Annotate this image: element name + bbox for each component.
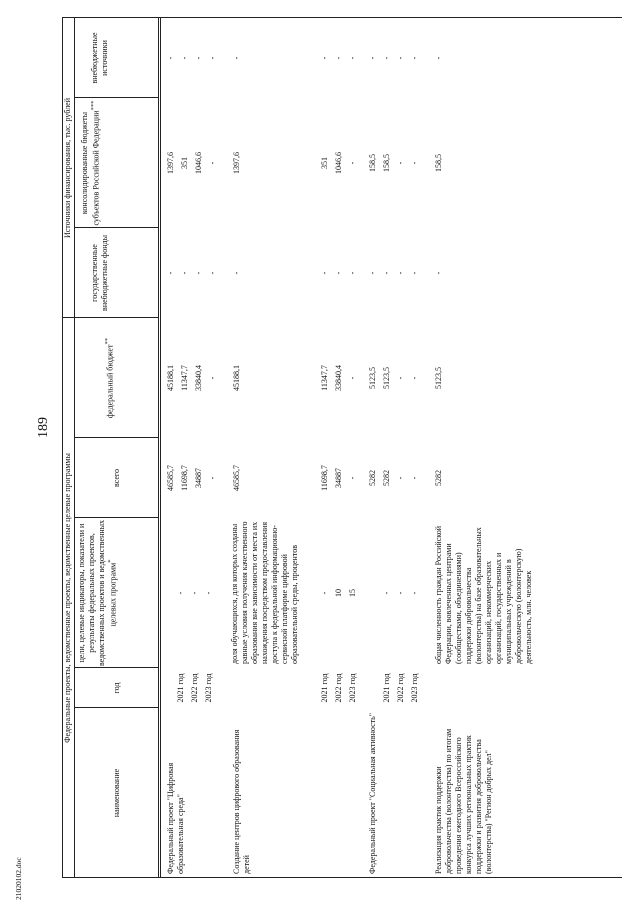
row-year: 2023 год [410, 673, 419, 703]
row-total: 34887 [194, 468, 203, 488]
header-col-federal: федеральный бюджет** [104, 337, 115, 419]
table-border-left [62, 877, 622, 878]
row-name: Реализация практик поддержки добровольчества (волонтерства) по итогам проведения ежегодного Всероссийского конкурса лучших региональных практик поддержки и развития добровольчества (волонтерства) "Регион добрых дел" [434, 728, 493, 874]
header-group-line [74, 18, 75, 878]
header-col-extra: внебюджетные источники [90, 32, 109, 84]
row-state: - [434, 271, 443, 275]
row-federal: 33840,4 [334, 365, 343, 391]
row-goal: 15 [348, 589, 357, 597]
row-total: 46585,7 [232, 465, 241, 491]
row-year: 2021 год [382, 673, 391, 703]
col-line-extra [74, 97, 158, 98]
row-state: - [348, 271, 357, 275]
col-line-regional [74, 227, 158, 228]
header-col-state: государственные внебюджетные фонды [90, 235, 109, 311]
header-col-name: наименование [112, 768, 121, 818]
row-regional: 351 [180, 157, 189, 169]
row-goal: 10 [334, 589, 343, 597]
row-regional: 1397,6 [232, 152, 241, 174]
row-state: - [334, 271, 343, 275]
row-total: 11698,7 [320, 465, 329, 491]
page-number: 189 [36, 417, 51, 438]
row-total: 5282 [382, 470, 391, 486]
row-extra: - [194, 56, 203, 60]
row-state: - [368, 271, 377, 275]
row-year: 2023 год [204, 673, 213, 703]
row-year: 2021 год [320, 673, 329, 703]
row-federal: 5123,5 [368, 367, 377, 389]
row-extra: - [396, 56, 405, 60]
row-name: Федеральный проект "Социальная активность" [368, 712, 377, 874]
row-extra: - [334, 56, 343, 60]
row-federal: 11347,7 [320, 365, 329, 391]
row-federal: 11347,7 [180, 365, 189, 391]
row-state: - [166, 271, 175, 275]
row-federal: 5123,5 [382, 367, 391, 389]
row-extra: - [434, 56, 443, 60]
row-name: Создание центров цифрового образования детей [232, 729, 251, 874]
row-federal: 5123,5 [434, 367, 443, 389]
budget-table [62, 18, 622, 878]
row-total: - [410, 476, 419, 480]
row-total: 5282 [434, 470, 443, 486]
row-federal: - [396, 376, 405, 380]
row-regional: - [348, 161, 357, 165]
row-extra: - [320, 56, 329, 60]
row-state: - [194, 271, 203, 275]
row-total: 34887 [334, 468, 343, 488]
row-regional: - [396, 161, 405, 165]
row-regional: 351 [320, 157, 329, 169]
row-total: 11698,7 [180, 465, 189, 491]
row-regional: - [410, 161, 419, 165]
row-state: - [410, 271, 419, 275]
row-goal: - [176, 591, 185, 595]
row-goal: - [204, 591, 213, 595]
row-year: 2022 год [334, 673, 343, 703]
row-year: 2022 год [190, 673, 199, 703]
row-total: - [348, 476, 357, 480]
row-regional: 1046,6 [194, 152, 203, 174]
row-state: - [396, 271, 405, 275]
row-extra: - [208, 56, 217, 60]
row-goal: - [382, 591, 391, 595]
row-regional: 158,5 [434, 154, 443, 172]
footer-filename: 21020102.doc [14, 857, 23, 900]
row-goal: - [396, 591, 405, 595]
row-state: - [320, 271, 329, 275]
row-federal: 33840,4 [194, 365, 203, 391]
row-extra: - [382, 56, 391, 60]
row-federal: 45188,1 [166, 365, 175, 391]
header-col-year: год [112, 682, 121, 694]
row-regional: - [208, 161, 217, 165]
row-regional: 158,5 [382, 154, 391, 172]
row-total: - [396, 476, 405, 480]
header-group-sources: Источники финансирования, тыс. рублей [63, 97, 72, 239]
row-extra: - [180, 56, 189, 60]
row-extra: - [232, 56, 241, 60]
header-col-goals: цели, целевые индикаторы, показатели и результаты федеральных проектов, ведомственных проектов и ведомственных целевых программ* [77, 519, 118, 666]
row-state: - [382, 271, 391, 275]
row-federal: 45188,1 [232, 365, 241, 391]
row-goal: - [320, 591, 329, 595]
header-col-total: всего [112, 469, 121, 488]
header-group-projects: Федеральные проекты, ведомственные проекты, ведомственные целевые программы [63, 453, 72, 743]
row-extra: - [348, 56, 357, 60]
row-year: 2021 год [176, 673, 185, 703]
row-goal: общая численность граждан Российской Федерации, вовлеченных центрами (сообществами, объединениями) поддержки добровольчества (волонтерства) на базе образовательных организаций, некоммерческих организаций, государственных и муниципальных учреждений в добровольческую (волонтерскую) деятельность, млн. человек [434, 525, 533, 664]
row-name: Федеральный проект "Цифровая образовательная среда" [166, 762, 185, 874]
header-col-regional: консолидированные бюджеты субъектов Российской Федерации*** [80, 100, 101, 226]
row-regional: 1046,6 [334, 152, 343, 174]
row-state: - [232, 271, 241, 275]
row-year: 2022 год [396, 673, 405, 703]
row-federal: - [208, 376, 217, 380]
row-regional: 158,5 [368, 154, 377, 172]
row-total: 46585,7 [166, 465, 175, 491]
header-bottom-line-double [160, 18, 161, 878]
row-goal: - [190, 591, 199, 595]
row-total: - [208, 476, 217, 480]
row-extra: - [410, 56, 419, 60]
row-extra: - [368, 56, 377, 60]
row-state: - [208, 271, 217, 275]
row-regional: 1397,6 [166, 152, 175, 174]
row-state: - [180, 271, 189, 275]
row-extra: - [166, 56, 175, 60]
row-federal: - [410, 376, 419, 380]
row-goal: - [410, 591, 419, 595]
row-total: 5282 [368, 470, 377, 486]
col-line-state [74, 317, 158, 318]
row-goal: доля обучающихся, для которых созданы равные условия получения качественного образования вне зависимости от места их нахождения посредством предоставления доступа к федеральной информационно-сервисной платформе цифровой образовательной среды, процентов [230, 521, 299, 664]
row-federal: - [348, 376, 357, 380]
row-year: 2023 год [348, 673, 357, 703]
